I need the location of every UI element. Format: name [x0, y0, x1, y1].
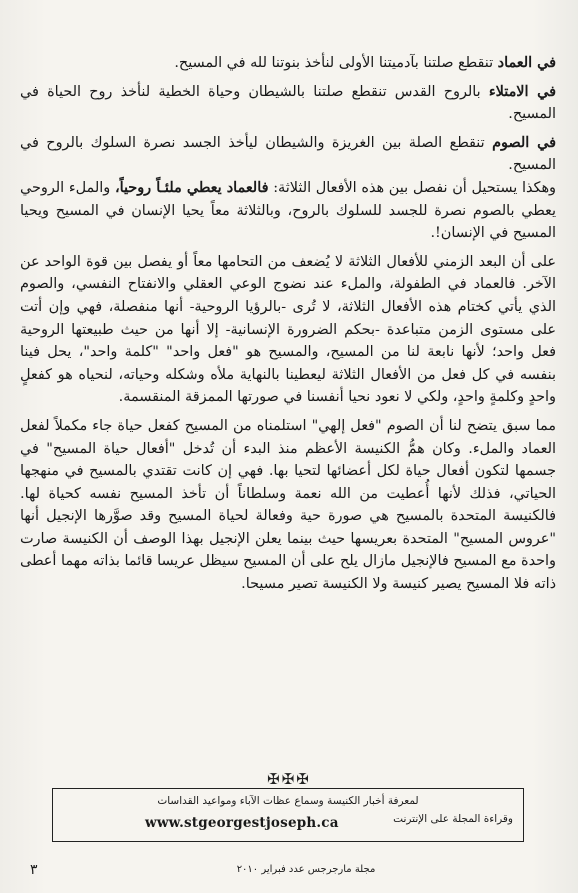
- paragraph-filling: في الامتلاء بالروح القدس تنقطع صلتنا بالشيطان وحياة الخطية لنأخذ روح الحياة في المسيح.: [20, 82, 557, 123]
- paragraph-time-dimension: على أن البعد الزمني للأفعال الثلاثة لا يُضعف من التحامها معاً أو يفصل بين قوة الواحد عن الآخر. فالعماد في الطفولة، والملء عند نضوج الوعي العقلي والانفتاح النفسي، والصوم الذي يأتي كختام هذه الأفعال الثلاثة، لا تُرى -بالرؤيا الروحية- أنها منفصلة، فهي وإن أتت على مستوى الزمن متباعدة -بحكم الضرورة الإنسانية- إلا أنها من حيث طبيعتها الروحية فعل واحد؛ لأنها نابعة لنا من المسيح، والمسيح هو "فعل واحد" "كلمة واحد"، يحل فينا بنفسه في كل فعل من الأفعال الثلاثة ليعطينا بالنهاية ملأه وشكله وحياته، لنحياه هو كفعلٍ واحدٍ وكلمةٍ واحدٍ، ولكي لا نعود نحيا أنفسنا في صورتها الممزقة المنقسمة.: [20, 253, 556, 406]
- magazine-issue-label: مجلة مارجرجس عدد فبراير ٢٠١٠: [236, 864, 376, 875]
- paragraph-divine-fasting: مما سبق يتضح لنا أن الصوم "فعل إلهي" استلمناه من المسيح كفعل حياة جاء مكملاً لفعل العماد والملء. وكان همُّ الكنيسة الأعظم منذ البدء أن تُدخل "أفعال حياة المسيح" في جسمها لتكون أفعال حياة لكل أعضائها لتحيا بها. فهي إن كانت تقتدي بالمسيح في منهجها الحياتي، فذلك لأنها أُعطيت من الله نعمة وسلطاناً أن تأخذ المسيح نفسه كحياة لها. فالكنيسة المتحدة بالمسيح هي صورة حية وفعالة لحياة المسيح وقد صوَّرها الإنجيل أنها "عروس المسيح" المتحدة بعريسها حيث بينما يعلن الإنجيل بهذا الوصف أن الكنيسة صارت واحدة مع المسيح فالإنجيل مازال يلح على أن المسيح سيظل عريسا قائما بذاته مهما أعطى ذاته فلا المسيح يصير كنيسة ولا الكنيسة تصير مسيحا.: [20, 417, 556, 593]
- keyword-filling: في الامتلاء: [488, 82, 557, 100]
- info-line-news: لمعرفة أخبار الكنيسة وسماع عظات الآباء ومواعيد القداسات: [157, 795, 419, 807]
- website-url-link[interactable]: www.stgeorgestjoseph.ca: [145, 815, 339, 831]
- info-line-online: وقراءة المجلة على الإنترنت: [393, 813, 513, 825]
- bold-phrase: فالعماد يعطي ملئـاً روحياً،: [114, 178, 269, 196]
- cross-ornament-icon: ✠✠✠: [267, 770, 311, 788]
- keyword-baptism: في العماد: [497, 54, 556, 71]
- keyword-fasting: في الصوم: [492, 133, 556, 151]
- paragraph-baptism: في العماد تنقطع صلتنا بآدميتنا الأولى لنأخذ بنوتنا لله في المسيح.: [174, 54, 556, 71]
- article-body: [20, 52, 556, 596]
- paragraph-fasting: في الصوم تنقطع الصلة بين الغريزة والشيطان ليأخذ الجسد نصرة السلوك بالروح في المسيح.: [20, 133, 556, 174]
- info-box: [52, 788, 524, 842]
- page-number: ٣: [30, 862, 38, 878]
- paragraph-three-acts: وهكذا يستحيل أن نفصل بين هذه الأفعال الثلاثة: فالعماد يعطي ملئـاً روحياً، والملء الروحي يعطي بالصوم نصرة للجسد للسلوك بالروح، وبالثلاثة معاً يحيا الإنسان في المسيح ويحيا المسيح في الإنسان!.: [20, 178, 556, 242]
